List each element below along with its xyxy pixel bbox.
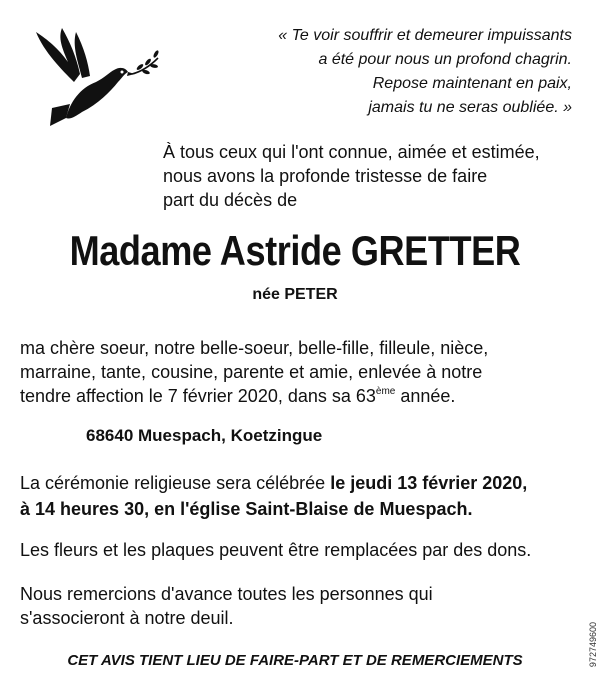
flowers-note: Les fleurs et les plaques peuvent être remplacées par des dons. [20,540,532,560]
relations-line [20,384,488,408]
relations-line: marraine, tante, cousine, parente et amie, enlevée à notre [20,362,483,382]
thanks-line: Nous remercions d'avance toutes les personnes qui [20,584,433,604]
relations-year-word: année. [395,386,456,406]
intro-line: part du décès de [163,190,298,210]
ceremony-time-place: à 14 heures 30, en l'église Saint-Blaise de Muespach. [20,499,473,519]
dove-icon [22,22,162,134]
ordinal-suffix: ème [375,386,396,397]
deceased-name: Madame Astride GRETTER [69,227,521,274]
quote-line: jamais tu ne seras oubliée. » [368,99,572,116]
quote-line: « Te voir souffrir et demeurer impuissants [278,27,572,44]
ceremony-intro: La cérémonie religieuse sera célébrée [20,473,331,493]
intro-text [163,140,540,212]
quote-line: a été pour nous un profond chagrin. [318,51,572,68]
thanks-line: s'associeront à notre deuil. [20,608,234,628]
ceremony-line [20,470,527,496]
ceremony-date: le jeudi 13 février 2020, [330,473,528,493]
footer-notice: CET AVIS TIENT LIEU DE FAIRE-PART ET DE REMERCIEMENTS [67,652,523,669]
ceremony-text [20,470,527,522]
relations-line: ma chère soeur, notre belle-soeur, belle-fille, filleule, nièce, [20,338,489,358]
reference-number: 972749600 [588,622,598,668]
quote-line: Repose maintenant en paix, [372,75,572,92]
intro-line: À tous ceux qui l'ont connue, aimée et estimée, [163,142,540,162]
thanks-text [20,582,433,630]
intro-line: nous avons la profonde tristesse de faire [163,166,488,186]
relations-date-text: tendre affection le 7 février 2020, dans sa 63 [20,386,376,406]
epitaph-quote [232,24,572,120]
family-address: 68640 Muespach, Koetzingue [86,426,323,445]
maiden-name: née PETER [252,286,338,303]
relations-text [20,336,488,408]
